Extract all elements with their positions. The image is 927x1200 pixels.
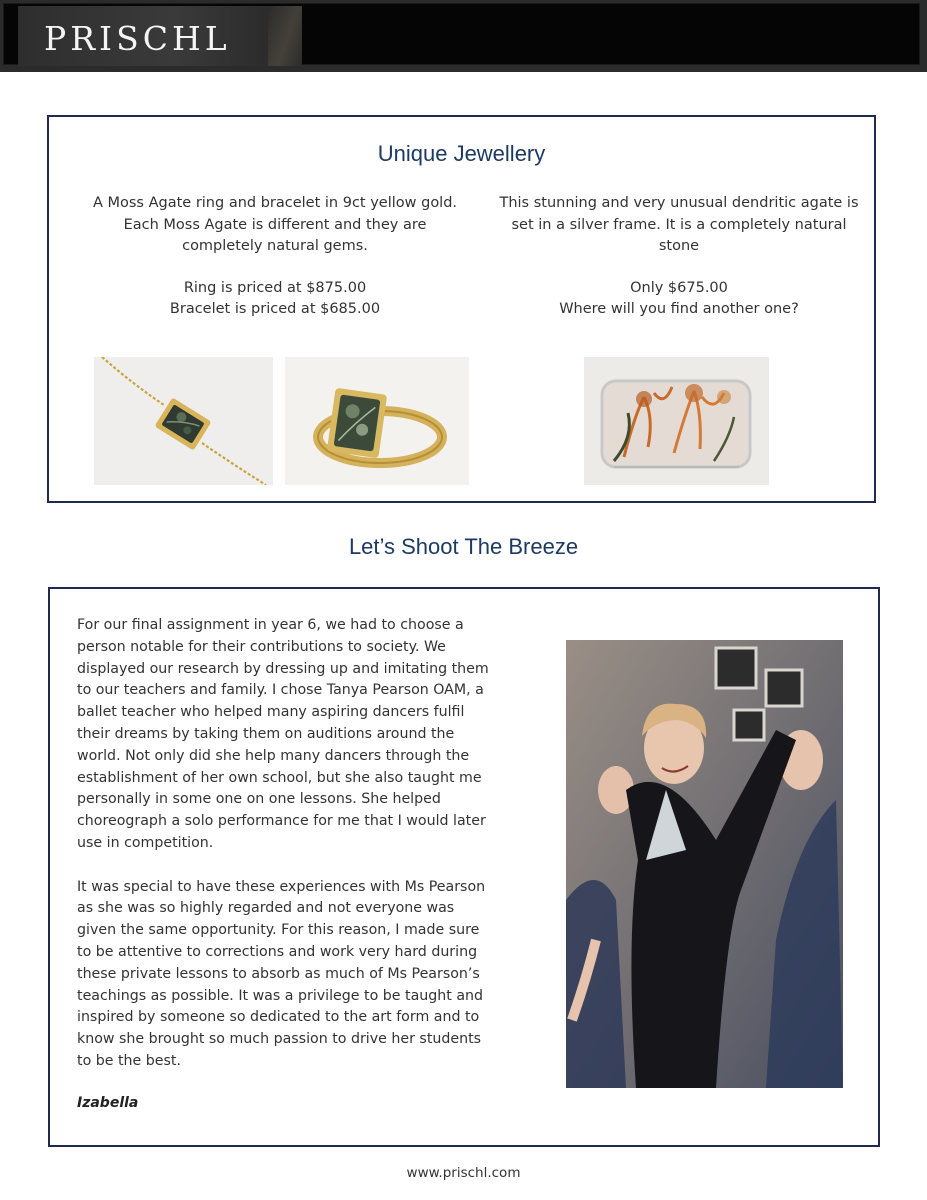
logo-text: PRISCHL: [44, 19, 231, 58]
bracelet-photo: [94, 357, 273, 485]
dendritic-agate-line-1: This stunning and very unusual dendritic agate is: [499, 195, 859, 211]
footer-url[interactable]: www.prischl.com: [406, 1165, 521, 1181]
article-paragraph-2: It was special to have these experiences with Ms Pearson as she was so highly regarded and not everyone was given the same opportunity. For this reason, I made sure to be attentive to corrections and work very hard during these private lessons to absorb as much of Ms Pearson’s teachings as possible. It was a privilege to be taught and inspired by someone so dedicated to the art form and to know she brought so much passion to drive her students to be the best.: [77, 878, 486, 1069]
logo[interactable]: [18, 6, 302, 66]
dendritic-agate-line-2: set in a silver frame. It is a completely natural: [511, 216, 847, 233]
header-bar: [3, 3, 920, 65]
moss-agate-line-1: A Moss Agate ring and bracelet in 9ct yellow gold.: [92, 195, 458, 211]
jewellery-title: Unique Jewellery: [377, 141, 546, 166]
dendritic-agate-photo: [584, 357, 769, 485]
moss-agate-description: [75, 193, 475, 321]
moss-agate-line-3: completely natural gems.: [182, 238, 368, 254]
ring-photo: [285, 357, 469, 485]
breeze-title: Let’s Shoot The Breeze: [348, 534, 579, 559]
dendritic-agate-line-3: stone: [658, 238, 700, 254]
article-signature: Izabella: [77, 1095, 139, 1111]
bracelet-price: Bracelet is priced at $685.00: [169, 301, 381, 317]
moss-agate-line-2: Each Moss Agate is different and they are: [123, 216, 427, 233]
article-paragraph-1: For our final assignment in year 6, we had to choose a person notable for their contributions to society. We displayed our research by dressing up and imitating them to our teachers and family. I chose Tanya Pearson OAM, a ballet teacher who helped many aspiring dancers fulfil their dreams by taking them on auditions around the world. Not only did she help many dancers through the establishment of her own school, but she also taught me personally in some one on one lessons. She helped choreograph a solo performance for me that I would later use in competition.: [77, 617, 489, 851]
ring-price: Ring is priced at $875.00: [183, 279, 367, 296]
header-banner: [0, 0, 927, 72]
article-section: [48, 587, 880, 1147]
dendritic-agate-price: Only $675.00: [630, 279, 728, 296]
article-body: [77, 615, 497, 1095]
jewellery-section: [47, 115, 876, 503]
ballet-teacher-photo: [566, 640, 843, 1088]
dendritic-agate-description: [489, 193, 869, 321]
dendritic-agate-tagline: Where will you find another one?: [559, 301, 799, 317]
